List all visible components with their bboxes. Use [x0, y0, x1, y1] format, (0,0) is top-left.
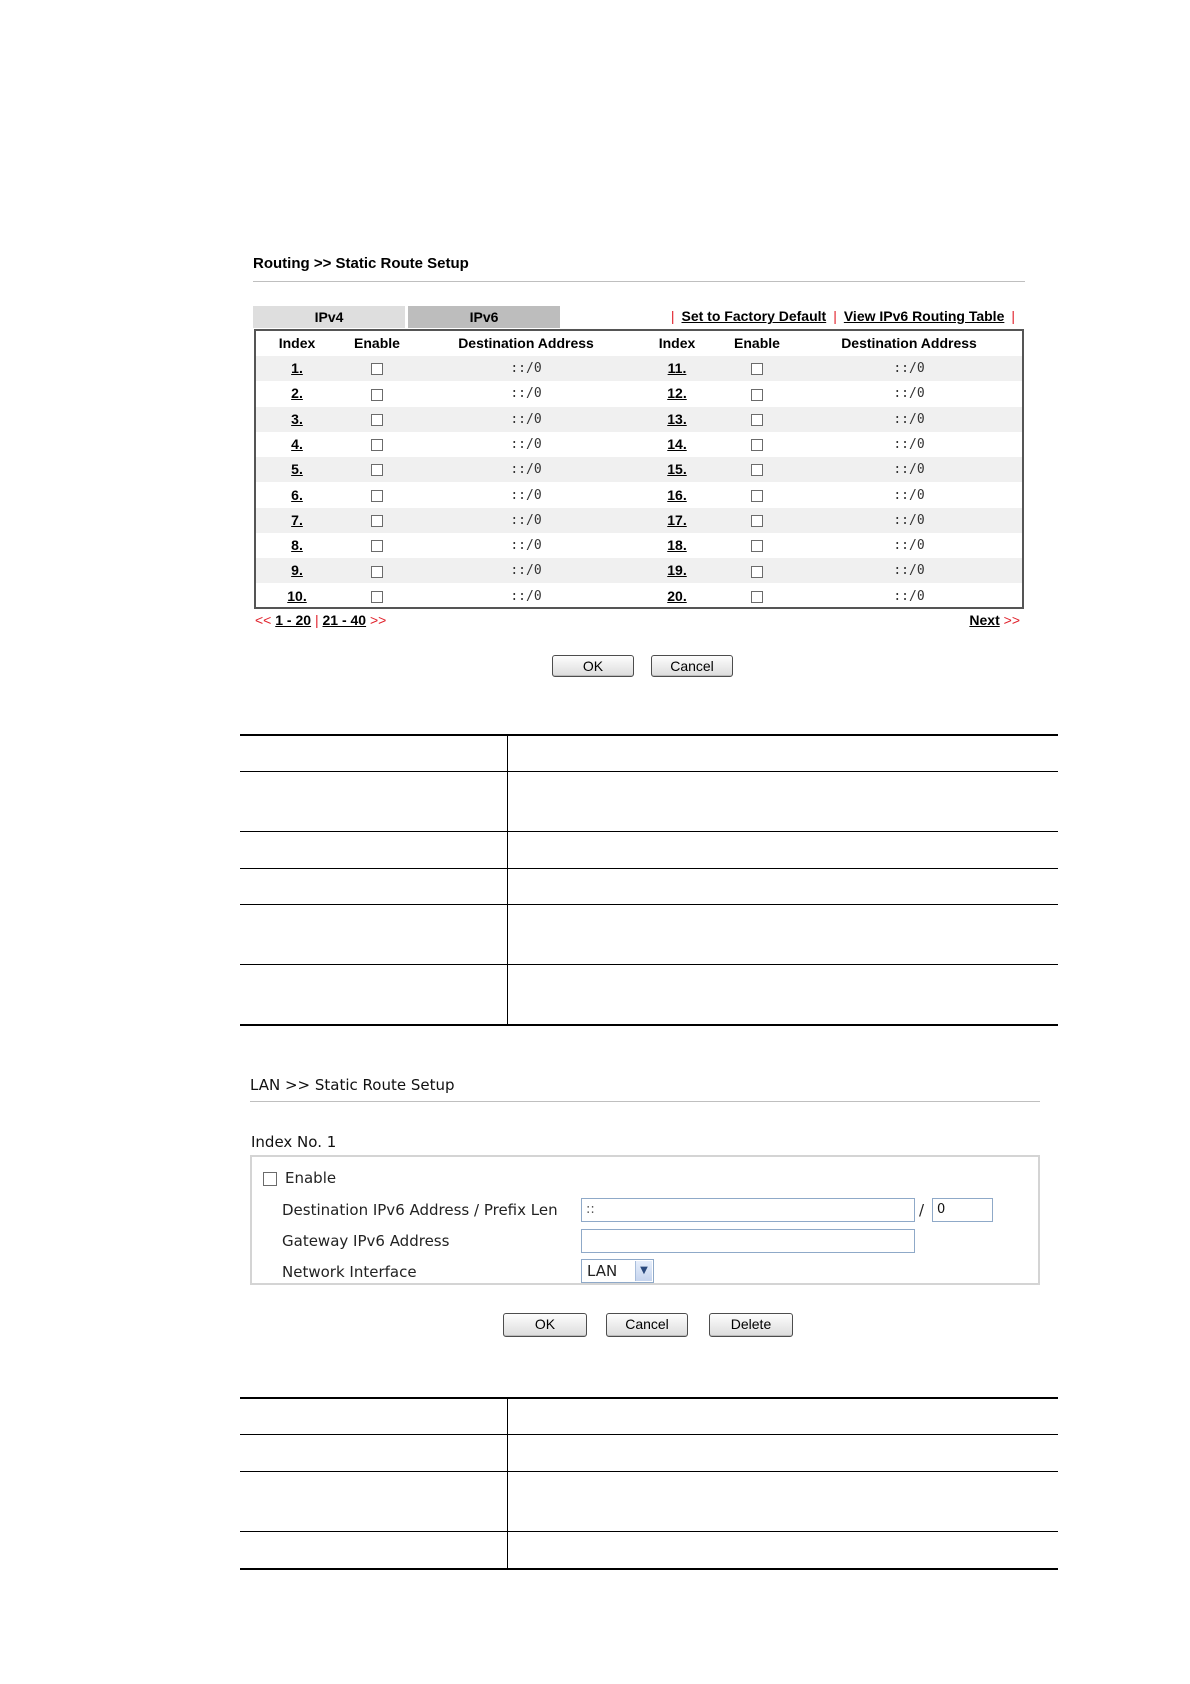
route-index-link[interactable]: 11. [667, 360, 687, 376]
table-row [256, 356, 1022, 381]
tab-ipv6[interactable]: IPv6 [408, 306, 560, 328]
enable-checkbox[interactable] [751, 464, 763, 476]
index-cell [636, 381, 718, 406]
destination-cell: ::/0 [510, 436, 542, 452]
enable-checkbox[interactable] [371, 566, 383, 578]
enable-cell [718, 381, 796, 406]
link-separator: | [670, 308, 675, 324]
enable-cell [338, 558, 416, 583]
index-cell [636, 356, 718, 381]
enable-cell [338, 381, 416, 406]
page-separator: | [314, 612, 319, 628]
route-index-link[interactable]: 13. [667, 410, 687, 427]
table-row [256, 432, 1022, 457]
enable-cell [718, 483, 796, 508]
enable-label: Enable [285, 1169, 337, 1187]
enable-cell [718, 533, 796, 558]
gateway-label: Gateway IPv6 Address [282, 1232, 450, 1250]
route-index-link[interactable]: 1. [291, 360, 303, 376]
page-title-routing: Routing >> Static Route Setup [253, 255, 469, 272]
enable-checkbox[interactable] [751, 490, 763, 502]
table-row [256, 457, 1022, 482]
page-link-1-20[interactable]: 1 - 20 [275, 612, 312, 628]
col-header-enable: Enable [734, 335, 780, 351]
destination-cell: ::/0 [893, 462, 925, 478]
destination-cell: ::/0 [893, 538, 925, 554]
view-routing-table-link[interactable]: View IPv6 Routing Table [843, 308, 1005, 324]
enable-checkbox[interactable] [751, 414, 763, 426]
table-rule [240, 1531, 1058, 1532]
table-row [256, 558, 1022, 583]
route-index-link[interactable]: 8. [291, 537, 303, 554]
table-rule [240, 771, 1058, 772]
enable-cell [718, 457, 796, 482]
col-header-destination: Destination Address [458, 335, 594, 351]
index-cell [256, 483, 338, 508]
route-index-link[interactable]: 5. [291, 461, 303, 478]
enable-cell [718, 407, 796, 432]
index-cell [636, 558, 718, 583]
enable-cell [718, 558, 796, 583]
enable-checkbox[interactable] [751, 540, 763, 552]
index-cell [636, 457, 718, 482]
destination-cell: ::/0 [510, 386, 542, 402]
enable-cell [338, 584, 416, 609]
enable-checkbox[interactable] [371, 363, 383, 375]
enable-checkbox[interactable] [751, 515, 763, 527]
enable-checkbox[interactable] [371, 515, 383, 527]
table-row [256, 381, 1022, 406]
index-cell [256, 508, 338, 533]
route-index-link[interactable]: 16. [667, 486, 687, 503]
index-cell [636, 432, 718, 457]
enable-cell [338, 432, 416, 457]
col-header-destination: Destination Address [841, 335, 977, 351]
col-header-index: Index [278, 335, 316, 351]
cancel-button[interactable]: Cancel [651, 655, 733, 677]
delete-button[interactable]: Delete [709, 1313, 793, 1337]
enable-checkbox[interactable] [371, 464, 383, 476]
prefix-slash: / [919, 1201, 925, 1219]
enable-cell [338, 533, 416, 558]
prev-arrows[interactable]: << [255, 612, 272, 628]
route-index-link[interactable]: 12. [667, 385, 687, 402]
destination-cell: ::/0 [893, 512, 925, 528]
table-header-row [256, 331, 1022, 356]
prefix-length-input[interactable]: 0 [932, 1198, 993, 1222]
enable-checkbox[interactable] [371, 414, 383, 426]
index-cell [636, 407, 718, 432]
tab-ipv4[interactable]: IPv4 [253, 306, 405, 328]
route-index-link[interactable]: 6. [291, 486, 303, 503]
table-row [256, 584, 1022, 609]
col-header-index: Index [658, 335, 696, 351]
route-index-link[interactable]: 20. [667, 587, 687, 604]
table-rule [240, 964, 1058, 965]
enable-cell [338, 407, 416, 432]
network-interface-value: LAN [587, 1262, 618, 1280]
enable-checkbox[interactable] [751, 389, 763, 401]
col-header-enable: Enable [354, 335, 400, 351]
network-interface-select[interactable] [581, 1259, 654, 1283]
destination-cell: ::/0 [893, 563, 925, 579]
destination-label: Destination IPv6 Address / Prefix Len [282, 1201, 558, 1219]
enable-checkbox[interactable] [263, 1172, 277, 1186]
enable-checkbox[interactable] [751, 566, 763, 578]
table-rule [240, 1434, 1058, 1435]
route-index-link[interactable]: 10. [287, 587, 307, 604]
enable-cell [718, 584, 796, 609]
index-cell [256, 457, 338, 482]
chevron-down-icon[interactable]: ▼ [635, 1261, 652, 1281]
route-index-link[interactable]: 2. [291, 385, 303, 402]
enable-cell [338, 356, 416, 381]
enable-cell [338, 457, 416, 482]
page-link-21-40[interactable]: 21 - 40 [322, 612, 367, 628]
route-index-link[interactable]: 14. [667, 435, 687, 452]
enable-checkbox[interactable] [751, 439, 763, 451]
cancel-button[interactable]: Cancel [606, 1313, 688, 1337]
table-row [256, 533, 1022, 558]
table-rule [240, 1397, 1058, 1399]
table-rule [240, 734, 1058, 736]
destination-cell: ::/0 [510, 487, 542, 503]
index-cell [256, 533, 338, 558]
index-cell [636, 533, 718, 558]
index-cell [636, 584, 718, 609]
table-row [256, 483, 1022, 508]
destination-cell: ::/0 [893, 411, 925, 427]
enable-cell [718, 432, 796, 457]
next-arrows[interactable]: >> [1003, 612, 1020, 628]
top-links [664, 308, 1022, 324]
table-rule [240, 1024, 1058, 1026]
ok-button[interactable]: OK [552, 655, 634, 677]
enable-cell [718, 356, 796, 381]
route-index-link[interactable]: 19. [667, 562, 687, 579]
table-rule [240, 1568, 1058, 1570]
destination-cell: ::/0 [510, 512, 542, 528]
next-link[interactable]: Next [969, 612, 1000, 628]
destination-ipv6-input[interactable]: :: [581, 1198, 915, 1222]
enable-checkbox[interactable] [371, 389, 383, 401]
route-index-link[interactable]: 4. [291, 435, 303, 452]
index-cell [256, 432, 338, 457]
table-rule [240, 904, 1058, 905]
page-title-lan: LAN >> Static Route Setup [250, 1076, 455, 1094]
link-separator: | [833, 308, 837, 324]
index-cell [636, 508, 718, 533]
destination-cell: ::/0 [510, 538, 542, 554]
more-arrows[interactable]: >> [369, 612, 387, 628]
enable-checkbox[interactable] [371, 591, 383, 603]
factory-default-link[interactable]: Set to Factory Default [681, 308, 827, 324]
enable-checkbox[interactable] [751, 363, 763, 375]
index-cell [256, 381, 338, 406]
table-rule [240, 831, 1058, 832]
enable-cell [338, 483, 416, 508]
destination-cell: ::/0 [893, 487, 925, 503]
route-index-link[interactable]: 7. [291, 511, 303, 528]
static-route-table [254, 329, 1024, 609]
route-index-link[interactable]: 15. [667, 461, 687, 478]
route-index-link[interactable]: 18. [667, 537, 687, 554]
gateway-ipv6-input[interactable] [581, 1229, 915, 1253]
index-title: Index No. 1 [251, 1133, 337, 1151]
index-cell [636, 483, 718, 508]
route-index-link[interactable]: 3. [291, 410, 303, 427]
route-index-link[interactable]: 9. [291, 562, 303, 579]
ok-button[interactable]: OK [503, 1313, 587, 1337]
destination-cell: ::/0 [510, 411, 542, 427]
next-page [969, 612, 1020, 628]
index-cell [256, 558, 338, 583]
destination-cell: ::/0 [510, 588, 542, 604]
interface-label: Network Interface [282, 1263, 417, 1281]
destination-cell: ::/0 [893, 361, 925, 376]
destination-cell: ::/0 [893, 436, 925, 452]
index-cell [256, 407, 338, 432]
table-row [256, 508, 1022, 533]
index-cell [256, 584, 338, 609]
link-separator: | [1011, 308, 1015, 324]
destination-cell: ::/0 [893, 588, 925, 604]
index-cell [256, 356, 338, 381]
destination-cell: ::/0 [893, 386, 925, 402]
destination-cell: ::/0 [510, 361, 542, 376]
table-rule [240, 868, 1058, 869]
enable-cell [338, 508, 416, 533]
destination-cell: ::/0 [510, 563, 542, 579]
route-index-link[interactable]: 17. [667, 511, 687, 528]
destination-cell: ::/0 [510, 462, 542, 478]
enable-checkbox[interactable] [371, 490, 383, 502]
table-row [256, 407, 1022, 432]
enable-checkbox[interactable] [751, 591, 763, 603]
column-divider [507, 1397, 508, 1569]
table-rule [240, 1471, 1058, 1472]
title-divider [253, 281, 1025, 282]
enable-checkbox[interactable] [371, 540, 383, 552]
enable-cell [718, 508, 796, 533]
enable-checkbox[interactable] [371, 439, 383, 451]
pagination [255, 612, 386, 628]
title-divider [250, 1101, 1040, 1102]
column-divider [507, 734, 508, 1025]
